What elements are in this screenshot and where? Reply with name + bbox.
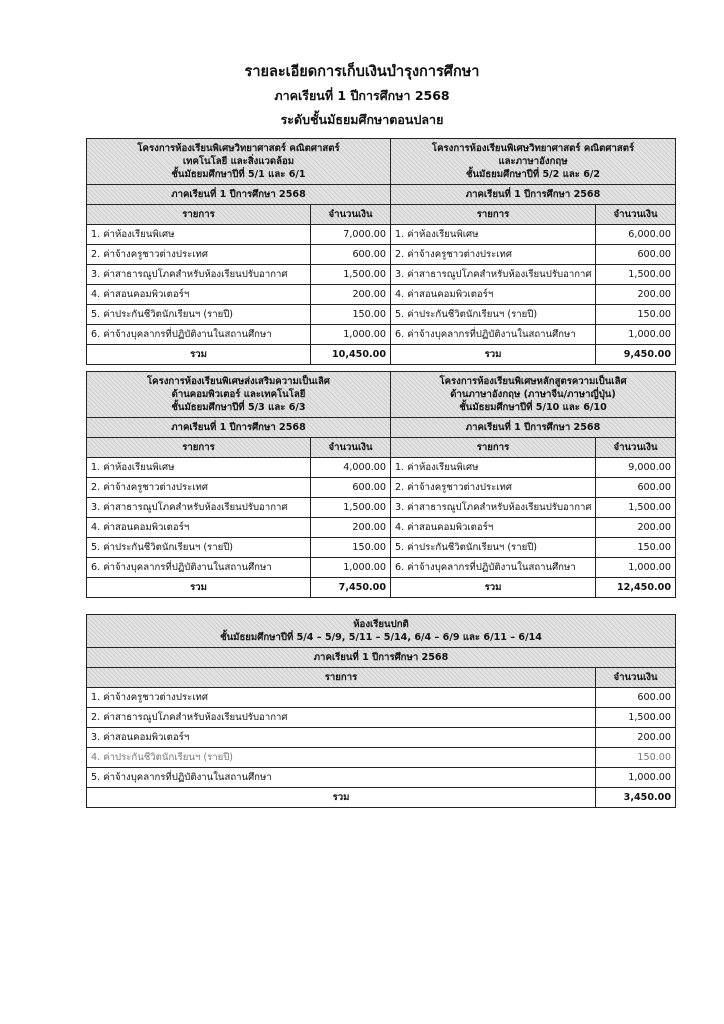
table-row: [87, 728, 676, 748]
item-label: 5. ค่าประกันชีวิตนักเรียนฯ (รายปี): [391, 305, 596, 325]
column-header-item: รายการ: [87, 438, 311, 458]
item-label: 6. ค่าจ้างบุคลากรที่ปฏิบัติงานในสถานศึกษา: [391, 325, 596, 345]
item-amount: 1,000.00: [596, 325, 676, 345]
table-row: [87, 538, 676, 558]
item-label: 5. ค่าประกันชีวิตนักเรียนฯ (รายปี): [87, 305, 311, 325]
item-label: 6. ค่าจ้างบุคลากรที่ปฏิบัติงานในสถานศึกษา: [391, 558, 596, 578]
item-amount: 600.00: [596, 688, 676, 708]
column-header-item: รายการ: [87, 205, 311, 225]
document-header: [0, 60, 724, 132]
regular-classroom-title: ห้องเรียนปกติ ชั้นมัธยมศึกษาปีที่ 5/4 – 5/9, 5/11 – 5/14, 6/4 – 6/9 และ 6/11 – 6/14: [87, 615, 676, 648]
item-amount: 200.00: [596, 518, 676, 538]
item-label: 6. ค่าจ้างบุคลากรที่ปฏิบัติงานในสถานศึกษา: [87, 558, 311, 578]
total-row: [87, 788, 676, 808]
table-row: [87, 498, 676, 518]
item-label: 1. ค่าห้องเรียนพิเศษ: [87, 458, 311, 478]
item-amount: 6,000.00: [596, 225, 676, 245]
program-3-title: โครงการห้องเรียนพิเศษส่งเสริมความเป็นเลิศ ด้านคอมพิวเตอร์ และเทคโนโลยี ชั้นมัธยมศึกษาปีที่ 5/3 และ 6/3: [87, 372, 391, 418]
program-4-title: โครงการห้องเรียนพิเศษหลักสูตรความเป็นเลิศ ด้านภาษาอังกฤษ (ภาษาจีน/ภาษาญี่ปุ่น) ชั้นมัธยมศึกษาปีที่ 5/10 และ 6/10: [391, 372, 676, 418]
table-row: [87, 265, 676, 285]
item-label: 1. ค่าห้องเรียนพิเศษ: [391, 225, 596, 245]
item-amount: 600.00: [596, 478, 676, 498]
table-row: [87, 325, 676, 345]
table-row: [87, 518, 676, 538]
column-header-amount: จำนวนเงิน: [311, 205, 391, 225]
table-row: [87, 478, 676, 498]
total-label: รวม: [391, 345, 596, 365]
item-amount: 1,500.00: [596, 498, 676, 518]
fee-table-regular-classroom: [86, 614, 676, 808]
program-1-semester: ภาคเรียนที่ 1 ปีการศึกษา 2568: [87, 185, 391, 205]
item-amount: 4,000.00: [311, 458, 391, 478]
regular-classroom-total: 3,450.00: [596, 788, 676, 808]
table-row: [87, 225, 676, 245]
column-header-item: รายการ: [391, 205, 596, 225]
column-header-item: รายการ: [87, 668, 596, 688]
item-amount: 200.00: [596, 728, 676, 748]
item-amount: 150.00: [596, 538, 676, 558]
program-2-semester: ภาคเรียนที่ 1 ปีการศึกษา 2568: [391, 185, 676, 205]
item-label: 2. ค่าจ้างครูชาวต่างประเทศ: [87, 245, 311, 265]
total-label: รวม: [87, 345, 311, 365]
item-label: 1. ค่าห้องเรียนพิเศษ: [391, 458, 596, 478]
item-label: 3. ค่าสาธารณูปโภคสำหรับห้องเรียนปรับอากาศ: [87, 498, 311, 518]
item-label: 4. ค่าประกันชีวิตนักเรียนฯ (รายปี): [87, 748, 596, 768]
item-amount: 200.00: [311, 518, 391, 538]
item-label: 4. ค่าสอนคอมพิวเตอร์ฯ: [87, 518, 311, 538]
item-label: 5. ค่าประกันชีวิตนักเรียนฯ (รายปี): [87, 538, 311, 558]
item-label: 2. ค่าจ้างครูชาวต่างประเทศ: [391, 478, 596, 498]
table-row: [87, 285, 676, 305]
item-amount: 1,000.00: [311, 325, 391, 345]
item-label: 4. ค่าสอนคอมพิวเตอร์ฯ: [391, 285, 596, 305]
table-row: [87, 305, 676, 325]
program-4-total: 12,450.00: [596, 578, 676, 598]
item-label: 2. ค่าจ้างครูชาวต่างประเทศ: [87, 478, 311, 498]
program-2-total: 9,450.00: [596, 345, 676, 365]
table-row: [87, 768, 676, 788]
total-label: รวม: [87, 788, 596, 808]
table-row: [87, 558, 676, 578]
program-2-title: โครงการห้องเรียนพิเศษวิทยาศาสตร์ คณิตศาสตร์ และภาษาอังกฤษ ชั้นมัธยมศึกษาปีที่ 5/2 และ 6/2: [391, 139, 676, 185]
item-amount: 600.00: [311, 478, 391, 498]
total-row: [87, 345, 676, 365]
item-label: 4. ค่าสอนคอมพิวเตอร์ฯ: [391, 518, 596, 538]
column-header-amount: จำนวนเงิน: [596, 438, 676, 458]
item-label: 5. ค่าประกันชีวิตนักเรียนฯ (รายปี): [391, 538, 596, 558]
program-3-total: 7,450.00: [311, 578, 391, 598]
table-row: [87, 688, 676, 708]
table-row: [87, 708, 676, 728]
total-label: รวม: [87, 578, 311, 598]
total-row: [87, 578, 676, 598]
item-amount: 1,500.00: [311, 498, 391, 518]
document-title: รายละเอียดการเก็บเงินบำรุงการศึกษา: [244, 64, 480, 80]
table-row: [87, 748, 676, 768]
regular-classroom-semester: ภาคเรียนที่ 1 ปีการศึกษา 2568: [87, 648, 676, 668]
item-label: 1. ค่าจ้างครูชาวต่างประเทศ: [87, 688, 596, 708]
item-label: 3. ค่าสาธารณูปโภคสำหรับห้องเรียนปรับอากาศ: [391, 265, 596, 285]
item-amount: 600.00: [596, 245, 676, 265]
item-amount: 1,000.00: [596, 768, 676, 788]
item-amount: 150.00: [596, 748, 676, 768]
table-row: [87, 458, 676, 478]
item-label: 3. ค่าสอนคอมพิวเตอร์ฯ: [87, 728, 596, 748]
item-label: 6. ค่าจ้างบุคลากรที่ปฏิบัติงานในสถานศึกษา: [87, 325, 311, 345]
column-header-item: รายการ: [391, 438, 596, 458]
program-3-semester: ภาคเรียนที่ 1 ปีการศึกษา 2568: [87, 418, 391, 438]
total-label: รวม: [391, 578, 596, 598]
item-amount: 200.00: [311, 285, 391, 305]
column-header-amount: จำนวนเงิน: [596, 668, 676, 688]
table-row: [87, 245, 676, 265]
program-1-total: 10,450.00: [311, 345, 391, 365]
program-1-title: โครงการห้องเรียนพิเศษวิทยาศาสตร์ คณิตศาสตร์ เทคโนโลยี และสิ่งแวดล้อม ชั้นมัธยมศึกษาปีที่ 5/1 และ 6/1: [87, 139, 391, 185]
item-amount: 150.00: [311, 305, 391, 325]
item-label: 4. ค่าสอนคอมพิวเตอร์ฯ: [87, 285, 311, 305]
item-label: 3. ค่าสาธารณูปโภคสำหรับห้องเรียนปรับอากาศ: [391, 498, 596, 518]
fee-table-programs-3-4: [86, 371, 676, 598]
document-semester: ภาคเรียนที่ 1 ปีการศึกษา 2568: [274, 88, 450, 103]
item-amount: 1,500.00: [596, 708, 676, 728]
item-amount: 9,000.00: [596, 458, 676, 478]
item-amount: 150.00: [596, 305, 676, 325]
item-label: 3. ค่าสาธารณูปโภคสำหรับห้องเรียนปรับอากาศ: [87, 265, 311, 285]
item-label: 2. ค่าสาธารณูปโภคสำหรับห้องเรียนปรับอากาศ: [87, 708, 596, 728]
item-amount: 150.00: [311, 538, 391, 558]
item-amount: 1,500.00: [311, 265, 391, 285]
item-label: 5. ค่าจ้างบุคลากรที่ปฏิบัติงานในสถานศึกษา: [87, 768, 596, 788]
item-amount: 600.00: [311, 245, 391, 265]
program-4-semester: ภาคเรียนที่ 1 ปีการศึกษา 2568: [391, 418, 676, 438]
item-label: 1. ค่าห้องเรียนพิเศษ: [87, 225, 311, 245]
column-header-amount: จำนวนเงิน: [596, 205, 676, 225]
fee-table-programs-1-2: [86, 138, 676, 365]
item-amount: 7,000.00: [311, 225, 391, 245]
item-amount: 200.00: [596, 285, 676, 305]
column-header-amount: จำนวนเงิน: [311, 438, 391, 458]
item-amount: 1,500.00: [596, 265, 676, 285]
document-level: ระดับชั้นมัธยมศึกษาตอนปลาย: [280, 112, 444, 127]
item-amount: 1,000.00: [596, 558, 676, 578]
item-amount: 1,000.00: [311, 558, 391, 578]
item-label: 2. ค่าจ้างครูชาวต่างประเทศ: [391, 245, 596, 265]
